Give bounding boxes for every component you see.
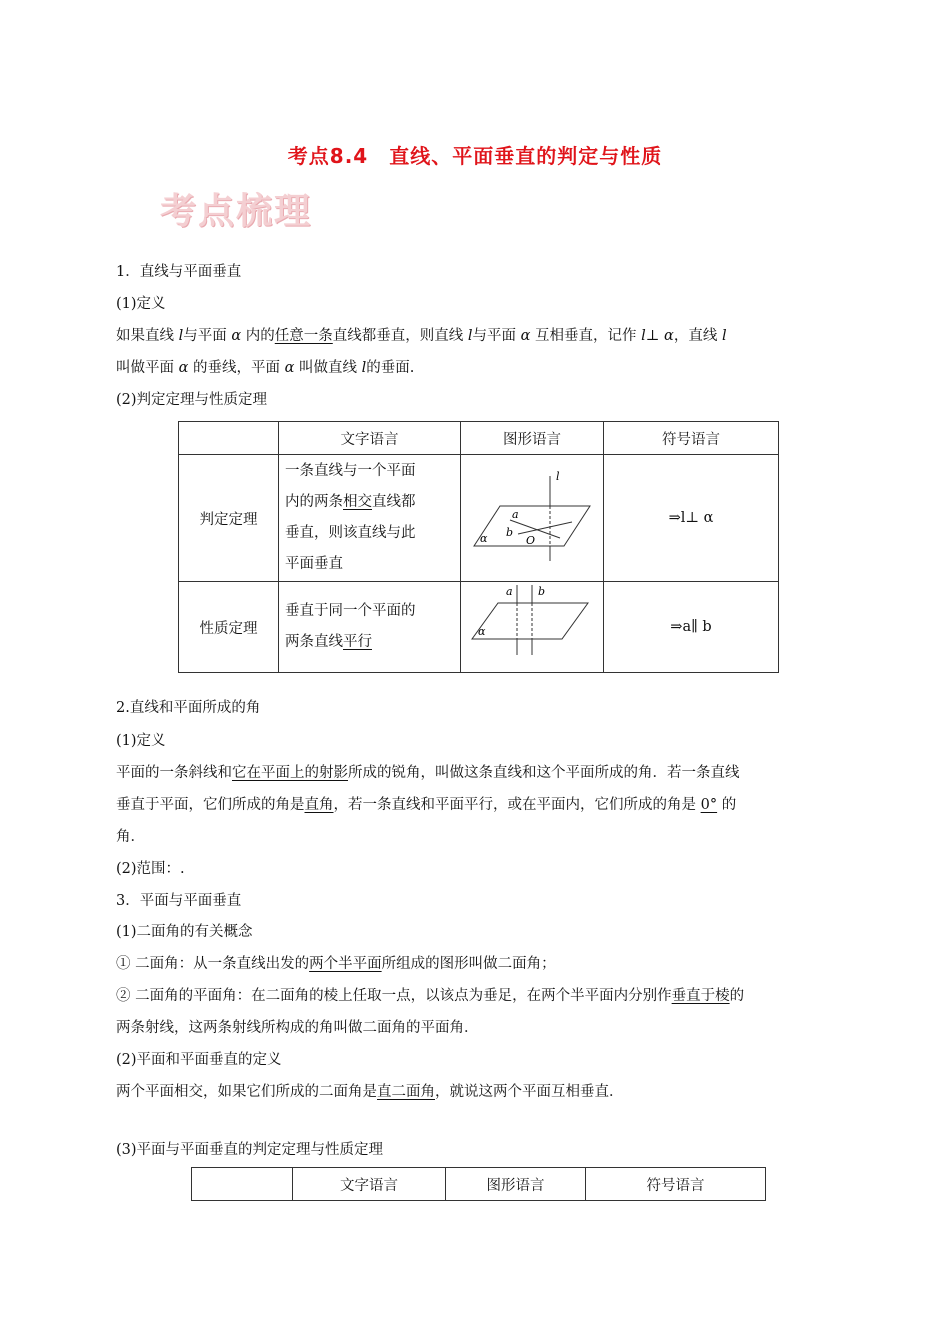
figure-parallel-lines [461,582,604,673]
table-header-row [179,422,779,455]
sec3-c2-line2: 两条射线，这两条射线所构成的角叫做二面角的平面角． [116,1020,479,1036]
theorem-table-2 [191,1167,766,1201]
sec2-p2: 垂直于平面，它们所成的角是直角，若一条直线和平面平行，或在平面内，它们所成的角是 0° 的 [116,797,737,813]
sec3-thm-label: (3)平面与平面垂直的判定定理与性质定理 [116,1142,384,1158]
sec1-def-line1: 如果直线 l与平面 α 内的任意一条直线都垂直，则直线 l与平面 α 互相垂直，记作 l⊥ α，直线 l [116,328,727,344]
svg-text:b: b [538,585,546,598]
svg-text:l: l [556,470,560,483]
sec2-p1: 平面的一条斜线和它在平面上的射影所成的锐角，叫做这条直线和这个平面所成的角．若一条直线 [116,765,740,781]
section-banner: 考点梳理 [160,191,313,232]
sec1-def-label: (1)定义 [116,296,166,312]
sec3-heading: 3．平面与平面垂直 [116,893,242,909]
svg-text:a: a [506,585,513,598]
table-row [179,582,779,673]
row-text: 垂直于同一个平面的 两条直线平行 [279,582,461,673]
sec2-p3: 角． [116,829,145,845]
svg-text:O: O [526,534,536,547]
sec2-heading: 2.直线和平面所成的角 [116,700,261,716]
header-figure-lang: 图形语言 [461,422,604,455]
figure-perpendicular-line-plane [461,455,604,582]
sec3-def-label: (2)平面和平面垂直的定义 [116,1052,282,1068]
svg-text:b: b [506,526,514,539]
page-title: 考点8.4 直线、平面垂直的判定与性质 [287,144,663,168]
header-figure-lang: 图形语言 [446,1168,586,1201]
sec3-c2: ② 二面角的平面角：在二面角的棱上任取一点，以该点为垂足，在两个半平面内分别作垂直于棱的 [116,988,745,1004]
sec2-def-label: (1)定义 [116,733,166,749]
header-symbol-lang: 符号语言 [586,1168,766,1201]
row-symbol: ⇒a∥ b [604,582,779,673]
table-header-row [192,1168,766,1201]
svg-text:α: α [478,625,486,638]
theorem-table-1 [178,421,779,673]
row-name: 判定定理 [179,455,279,582]
svg-text:α: α [480,532,488,545]
svg-text:a: a [512,508,519,521]
row-name: 性质定理 [179,582,279,673]
sec3-c1: ① 二面角：从一条直线出发的两个半平面所组成的图形叫做二面角； [116,956,556,972]
header-text-lang: 文字语言 [279,422,461,455]
row-text: 一条直线与一个平面 内的两条相交直线都 垂直，则该直线与此 平面垂直 [279,455,461,582]
sec1-def-line2: 叫做平面 α 的垂线，平面 α 叫做直线 l的垂面. [116,360,415,376]
header-empty [192,1168,293,1201]
sec3-concept: (1)二面角的有关概念 [116,924,253,940]
header-empty [179,422,279,455]
header-symbol-lang: 符号语言 [604,422,779,455]
sec1-thm-label: (2)判定定理与性质定理 [116,392,268,408]
sec1-heading: 1．直线与平面垂直 [116,264,242,280]
row-symbol: ⇒l⊥ α [604,455,779,582]
table-row [179,455,779,582]
sec3-def: 两个平面相交，如果它们所成的二面角是直二面角，就说这两个平面互相垂直． [116,1084,624,1100]
sec2-range: (2)范围：. [116,861,185,877]
header-text-lang: 文字语言 [293,1168,446,1201]
